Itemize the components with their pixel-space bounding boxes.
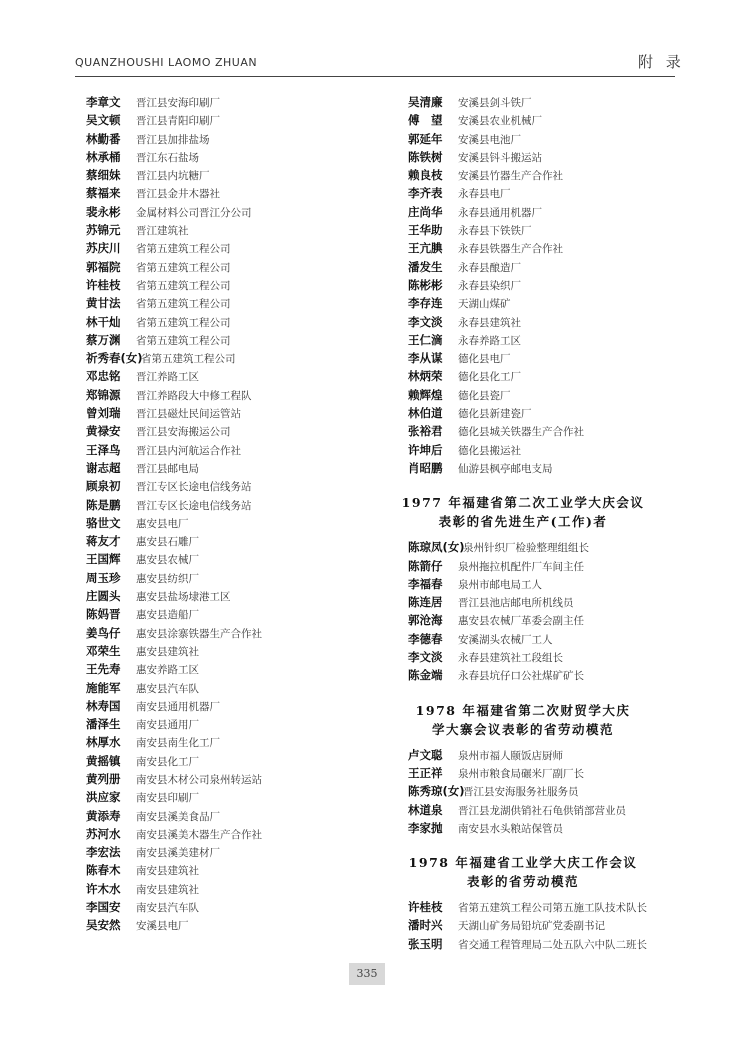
list-item [86,222,386,240]
work-unit: 南安县汽车队 [136,902,199,915]
person-name: 张玉明 [408,936,443,951]
section-title: 1978 年福建省工业学大庆工作会议 [408,855,638,871]
work-unit: 晋江县金井木器社 [136,188,220,201]
list-item [86,789,386,807]
person-name: 谢志超 [86,460,121,475]
list-item [86,259,386,277]
work-unit: 德化县电厂 [458,353,511,366]
person-name: 张裕君 [408,424,443,439]
work-unit: 天湖山矿务局铅坑矿党委副书记 [458,920,605,933]
work-unit: 惠安县农械厂 [136,554,199,567]
person-name: 郑锦源 [86,387,121,402]
work-unit: 惠安县石雕厂 [136,536,199,549]
list-item [408,539,698,557]
list-item [408,277,698,295]
page-number: 335 [349,963,385,985]
person-name: 李从谋 [408,351,443,366]
list-item [86,131,386,149]
running-header-title: QUANZHOUSHI LAOMO ZHUAN [75,56,258,69]
work-unit: 南安县建筑社 [136,883,199,896]
list-item [86,295,386,313]
person-name: 李福春 [408,576,443,591]
list-item [86,478,386,496]
person-name: 陈秀琼(女) [408,784,465,799]
person-name: 蔡福来 [86,186,121,201]
person-name: 洪应家 [86,790,121,805]
list-item [408,112,698,130]
person-name: 肖昭鹏 [408,460,443,475]
person-name: 苏锦元 [86,223,121,238]
person-name: 王亢腆 [408,241,443,256]
list-item [86,387,386,405]
person-name: 赖良枝 [408,168,443,183]
person-name: 林寿国 [86,698,121,713]
work-unit: 晋江专区长途电信线务站 [136,499,252,512]
work-unit: 安溪县电厂 [136,920,189,933]
work-unit: 永春县电厂 [458,188,511,201]
left-column-list [86,94,386,936]
work-unit: 晋江东石盐场 [136,151,199,164]
person-name: 庄圆头 [86,589,121,604]
work-unit: 天湖山煤矿 [458,298,511,311]
list-item [408,917,698,935]
list-item [86,734,386,752]
person-name: 李国安 [86,900,121,915]
list-item [86,515,386,533]
person-name: 王华助 [408,223,443,238]
work-unit: 南安县通用机器厂 [136,700,220,713]
person-name: 潘泽生 [86,717,121,732]
person-name: 许坤后 [408,442,443,457]
work-unit: 南安县南生化工厂 [136,737,220,750]
work-unit: 惠安县电厂 [136,517,189,530]
work-unit: 惠安县建筑社 [136,645,199,658]
person-name: 林道泉 [408,802,443,817]
list-item [408,204,698,222]
work-unit: 永春县坑仔口公社煤矿矿长 [458,670,584,683]
person-name: 骆世文 [86,515,121,530]
header-divider [75,76,675,77]
list-item [86,332,386,350]
work-unit: 惠安县汽车队 [136,682,199,695]
work-unit: 南安县溪美食品厂 [136,810,220,823]
person-name: 李宏法 [86,845,121,860]
person-name: 吴安然 [86,918,121,933]
list-item [408,899,698,917]
work-unit: 金属材料公司晋江分公司 [136,206,252,219]
person-name: 陈是鹏 [86,497,121,512]
list-item [86,570,386,588]
work-unit: 南安县建筑社 [136,865,199,878]
person-name: 陈铁树 [408,149,443,164]
work-unit: 晋江养路段大中修工程队 [136,389,252,402]
work-unit: 永春县酿造厂 [458,261,521,274]
person-name: 郭延年 [408,131,443,146]
award-section-heading [408,853,698,891]
person-name: 邓荣生 [86,643,121,658]
work-unit: 省交通工程管理局二处五队六中队二班长 [458,938,647,951]
person-name: 许桂枝 [86,277,121,292]
person-name: 林伯道 [408,406,443,421]
person-name: 吴文顿 [86,113,121,128]
work-unit: 惠安县造船厂 [136,609,199,622]
award-section-heading [401,493,698,531]
work-unit: 惠安县盐场埭港工区 [136,591,231,604]
person-name: 蔡万渊 [86,332,121,347]
list-item [408,222,698,240]
person-name: 林厚水 [86,735,121,750]
work-unit: 仙游县枫亭邮电支局 [458,462,553,475]
work-unit: 南安县化工厂 [136,755,199,768]
person-name: 黄摇镇 [86,753,121,768]
person-name: 李文淡 [408,650,443,665]
work-unit: 省第五建筑工程公司 [136,334,231,347]
person-name: 许桂枝 [408,900,443,915]
list-item [86,826,386,844]
work-unit: 永春县建筑社工段组长 [458,652,563,665]
work-unit: 泉州拖拉机配件厂车间主任 [458,560,584,573]
work-unit: 晋江县安海印刷厂 [136,97,220,109]
list-item [408,259,698,277]
work-unit: 南安县通用厂 [136,719,199,732]
list-item [408,240,698,258]
work-unit: 晋江县内河航运合作社 [136,444,241,457]
person-name: 林勤番 [86,131,121,146]
list-item [86,808,386,826]
work-unit: 省第五建筑工程公司 [141,353,236,366]
work-unit: 晋江专区长途电信线务站 [136,481,252,494]
work-unit: 省第五建筑工程公司 [136,279,231,292]
work-unit: 永春县建筑社 [458,316,521,329]
work-unit: 晋江县青阳印刷厂 [136,115,220,128]
person-name: 王国辉 [86,552,121,567]
work-unit: 永春县铁器生产合作社 [458,243,563,256]
list-item [408,149,698,167]
work-unit: 晋江养路工区 [136,371,199,384]
person-name: 黄列册 [86,771,121,786]
list-item [408,442,698,460]
list-item [408,820,698,838]
work-unit: 安溪县剑斗铁厂 [458,97,532,109]
person-name: 李章文 [86,95,121,109]
work-unit: 南安县木材公司泉州转运站 [136,773,262,786]
work-unit: 永春县染织厂 [458,279,521,292]
person-name: 王先寿 [86,662,121,677]
person-name: 卢文聪 [408,747,443,762]
work-unit: 泉州针织厂检验整理组组长 [463,542,589,555]
list-item [408,167,698,185]
person-name: 陈连居 [408,595,443,610]
list-item [86,405,386,423]
work-unit: 省第五建筑工程公司第五施工队技术队长 [458,902,647,915]
work-unit: 省第五建筑工程公司 [136,243,231,256]
list-item [86,167,386,185]
work-unit: 泉州市邮电局工人 [458,578,542,591]
list-item [86,368,386,386]
list-item [86,643,386,661]
person-name: 林干灿 [86,314,121,329]
person-name: 祈秀春(女) [86,351,143,366]
person-name: 傅 望 [408,113,443,128]
list-item [86,625,386,643]
list-item [408,631,698,649]
list-item [86,771,386,789]
list-item [86,240,386,258]
work-unit: 晋江县安海服务社服务员 [463,786,579,799]
person-name: 李德春 [408,631,443,646]
section-title: 表彰的省先进生产(工作)者 [438,514,608,530]
work-unit: 安溪县电池厂 [458,133,521,146]
work-unit: 德化县化工厂 [458,371,521,384]
work-unit: 晋江县池店邮电所机线员 [458,597,574,610]
right-column-list [401,94,698,954]
list-item [408,649,698,667]
work-unit: 省第五建筑工程公司 [136,316,231,329]
section-title: 1977 年福建省第二次工业学大庆会议 [401,495,645,511]
list-item [408,576,698,594]
list-item [408,612,698,630]
person-name: 吴清廉 [408,95,443,109]
work-unit: 德化县新建瓷厂 [458,408,532,421]
person-name: 姜鸟仔 [86,625,121,640]
list-item [408,405,698,423]
section-title: 1978 年福建省第二次财贸学大庆 [415,702,631,718]
person-name: 陈妈晋 [86,607,121,622]
person-name: 赖辉煌 [408,387,443,402]
list-item [408,936,698,954]
person-name: 蒋友才 [86,534,121,549]
person-name: 王仁滴 [408,332,443,347]
person-name: 苏河水 [86,826,121,841]
list-item [86,460,386,478]
person-name: 曾刘瑞 [86,406,121,421]
work-unit: 惠安县纺织厂 [136,572,199,585]
person-name: 林承桶 [86,149,121,164]
list-item [86,149,386,167]
list-item [408,368,698,386]
work-unit: 安溪县竹器生产合作社 [458,170,563,183]
list-item [86,277,386,295]
section-title: 表彰的省劳动模范 [466,874,579,890]
list-item [408,350,698,368]
person-name: 林炳荣 [408,369,443,384]
list-item [408,594,698,612]
person-name: 施能军 [86,680,121,695]
person-name: 黄禄安 [86,424,121,439]
list-item [86,588,386,606]
list-item [86,350,386,368]
list-item [86,844,386,862]
list-item [86,899,386,917]
person-name: 王泽鸟 [86,442,121,457]
work-unit: 省第五建筑工程公司 [136,261,231,274]
work-unit: 惠安养路工区 [136,664,199,677]
person-name: 庄尚华 [408,204,443,219]
work-unit: 安溪湖头农械厂工人 [458,633,553,646]
work-unit: 晋江县安海搬运公司 [136,426,231,439]
person-name: 周玉珍 [86,570,121,585]
list-item [408,94,698,112]
work-unit: 惠安县涂寨铁器生产合作社 [136,627,262,640]
list-item [86,423,386,441]
section-title: 学大寨会议表彰的省劳动模范 [431,721,614,737]
person-name: 黄甘法 [86,296,121,311]
person-name: 陈箭仔 [408,558,443,573]
list-item [86,862,386,880]
list-item [86,551,386,569]
work-unit: 省第五建筑工程公司 [136,298,231,311]
person-name: 李家抛 [408,820,443,835]
work-unit: 德化县城关铁器生产合作社 [458,426,584,439]
list-item [408,558,698,576]
work-unit: 晋江县邮电局 [136,462,199,475]
work-unit: 永春县通用机器厂 [458,206,542,219]
person-name: 李齐表 [408,186,443,201]
person-name: 裴永彬 [86,204,121,219]
list-item [408,295,698,313]
person-name: 郭福院 [86,259,121,274]
person-name: 黄添寿 [86,808,121,823]
work-unit: 泉州市粮食局碾米厂副厂长 [458,767,584,780]
person-name: 许木水 [86,881,121,896]
list-item [86,716,386,734]
list-item [408,314,698,332]
list-item [86,185,386,203]
work-unit: 晋江建筑社 [136,225,189,238]
list-item [408,387,698,405]
list-item [86,661,386,679]
work-unit: 永春养路工区 [458,334,521,347]
list-item [408,185,698,203]
list-item [408,131,698,149]
person-name: 李文淡 [408,314,443,329]
list-item [86,112,386,130]
list-item [86,442,386,460]
work-unit: 晋江县磁灶民间运管站 [136,408,241,421]
work-unit: 南安县印刷厂 [136,792,199,805]
person-name: 陈金端 [408,668,443,683]
list-item [408,667,698,685]
list-item [86,698,386,716]
work-unit: 德化县搬运社 [458,444,521,457]
person-name: 陈彬彬 [408,277,443,292]
person-name: 陈琼凤(女) [408,540,465,555]
work-unit: 南安县溪美木器生产合作社 [136,828,262,841]
person-name: 潘时兴 [408,918,443,933]
list-item [408,332,698,350]
list-item [86,94,386,112]
work-unit: 晋江县加排盐场 [136,133,210,146]
list-item [408,765,698,783]
person-name: 苏庆川 [86,241,121,256]
person-name: 郭沧海 [408,613,443,628]
list-item [86,314,386,332]
work-unit: 南安县溪美建材厂 [136,847,220,860]
person-name: 蔡细妹 [86,168,121,183]
list-item [86,881,386,899]
work-unit: 永春县下铁铁厂 [458,225,532,238]
list-item [408,802,698,820]
list-item [86,606,386,624]
list-item [408,747,698,765]
work-unit: 惠安县农械厂革委会副主任 [458,615,584,628]
list-item [86,753,386,771]
work-unit: 泉州市福人颐饭店厨师 [458,749,563,762]
work-unit: 南安县水头粮站保管员 [458,822,563,835]
award-section-heading [408,701,698,739]
work-unit: 晋江县内坑糖厂 [136,170,210,183]
list-item [86,497,386,515]
person-name: 王正祥 [408,765,443,780]
work-unit: 安溪县钭斗搬运站 [458,151,542,164]
list-item [408,423,698,441]
person-name: 邓忠铭 [86,369,121,384]
list-item [86,533,386,551]
work-unit: 安溪县农业机械厂 [458,115,542,128]
list-item [86,204,386,222]
list-item [408,460,698,478]
work-unit: 德化县瓷厂 [458,389,511,402]
work-unit: 晋江县龙湖供销社石龟供销部营业员 [458,804,626,817]
list-item [86,917,386,935]
person-name: 李存连 [408,296,443,311]
person-name: 陈春木 [86,863,121,878]
list-item [86,680,386,698]
running-header-section: 附 录 [638,53,685,71]
person-name: 潘发生 [408,259,443,274]
list-item [408,783,698,801]
person-name: 顾泉初 [86,479,121,494]
